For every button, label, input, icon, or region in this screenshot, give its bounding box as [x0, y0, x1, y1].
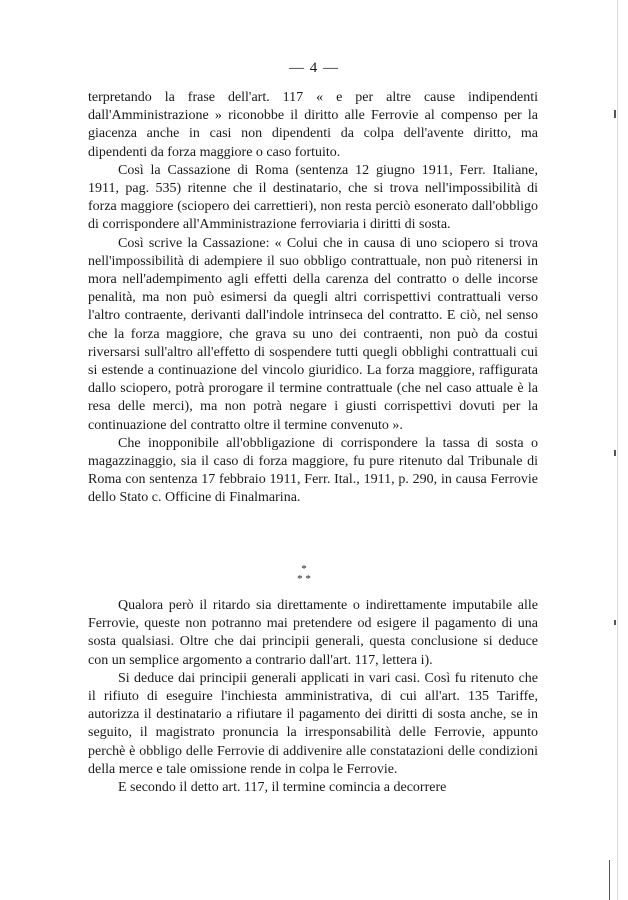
scan-artifact-mark [614, 620, 616, 625]
page-edge [617, 0, 622, 900]
paragraph-ritardo: Qualora però il ritardo sia direttamente o indirettamente imputabile alle Ferrovie, queste non potranno mai pretendere od esigere il pagamento di una sosta qualsiasi. Oltre che dai principii generali, questa conclusione si deduce con un semplice argomento a contrario dall'art. 117, lettera i). [88, 598, 538, 668]
page-number: — 4 — [289, 60, 339, 76]
paragraph-tribunale-roma: Che inopponibile all'obbligazione di corrispondere la tassa di sosta o magazzinaggio, sia il caso di forza maggiore, fu pure ritenuto dal Tribunale di Roma con sentenza 17 febbraio 1911, Ferr. Ital., 1911, p. 290, in causa Ferrovie dello Stato c. Officine di Finalmarina. [88, 435, 538, 506]
paragraph-principii-generali: Si deduce dai principii generali applicati in vari casi. Così fu ritenuto che il rifiuto di eseguire l'inchiesta amministrativa, di cui all'art. 135 Tariffe, autorizza il destinatario a rifiutare il pagamento dei diritti di sosta anche, se in seguito, il magistrato pronuncia la irresponsabilità delle Ferrovie, appunto perchè è obbligo delle Ferrovie di addivenire alle constatazioni delle condizioni della merce e tale omissione rende in colpa le Ferrovie. [88, 670, 538, 777]
main-text-section-2 [88, 597, 538, 797]
section-separator [289, 564, 319, 584]
asterism-bottom: * * [297, 573, 311, 585]
paragraph-cassazione-quote: Così scrive la Cassazione: « Colui che in causa di uno sciopero si trova nell'impossibilità di adempiere il suo obbligo contrattuale, non può ritenersi in mora nell'adempimento agli effetti della carenza del contratto o delle incorse penalità, ma non può esimersi da quegli altri corrispettivi contrattuali verso l'altro contraente, derivanti dall'indole intrinseca del contratto. E ciò, nel senso che la forza maggiore, che grava su uno dei contraenti, non può da costui riversarsi sull'altro all'effetto di sospendere tutti quegli obblighi contrattuali cui si estende a continuazione del vincolo giuridico. La forza maggiore, raffigurata dallo sciopero, potrà prorogare il termine contrattuale (che nel caso attuale è la resa delle merci), ma non potrà negare i giusti corrispettivi dovuti per la continuazione del contratto oltre il termine convenuto ». [88, 235, 538, 433]
main-text-section-1 [88, 89, 538, 508]
paragraph-cassazione-roma: Così la Cassazione di Roma (sentenza 12 giugno 1911, Ferr. Italiane, 1911, pag. 535) ritenne che il destinatario, che si trova nell'impossibilità di forza maggiore (sciopero dei carrettieri), non resta perciò esonerato dall'obbligo di corrispondere all'Amministrazione ferroviaria i diritti di sosta. [88, 162, 538, 233]
scan-artifact-mark [609, 860, 610, 900]
scan-artifact-mark [614, 110, 616, 118]
paragraph-art-117: E secondo il detto art. 117, il termine comincia a decorrere [118, 780, 447, 796]
paragraph-continuation: terpretando la frase dell'art. 117 « e per altre cause indipendenti dall'Amministrazione » riconobbe il diritto alle Ferrovie al compenso per la giacenza anche in casi non dipendenti da colpa dell'avente diritto, ma dipendenti da forza maggiore o caso fortuito. [88, 90, 538, 160]
scan-artifact-mark [614, 450, 616, 456]
asterism-top: * [301, 563, 307, 575]
